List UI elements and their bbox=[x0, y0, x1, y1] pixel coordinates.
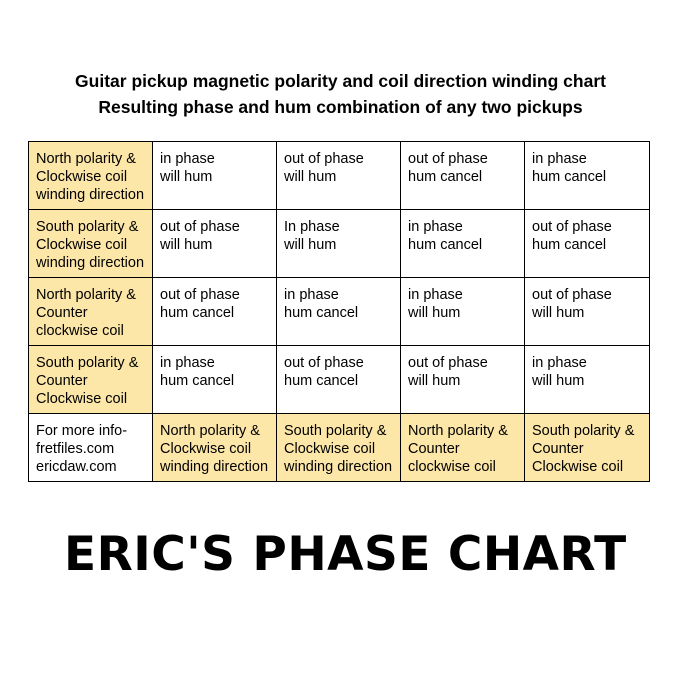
heading-line-2: Resulting phase and hum combination of any two pickups bbox=[98, 97, 583, 117]
cell-line: Clockwise coil bbox=[36, 237, 128, 253]
phase-text: in phase bbox=[408, 219, 463, 235]
cell-line: Counter bbox=[36, 305, 88, 321]
heading-line-1: Guitar pickup magnetic polarity and coil direction winding chart bbox=[75, 71, 606, 91]
phase-text: in phase bbox=[532, 151, 587, 167]
cell-line: winding direction bbox=[160, 459, 269, 475]
hum-text: will hum bbox=[284, 237, 337, 253]
cell-line: clockwise coil bbox=[408, 459, 496, 475]
cell-line: South polarity & bbox=[532, 423, 635, 439]
table-row bbox=[29, 278, 650, 346]
cell-line: South polarity & bbox=[284, 423, 387, 439]
table-row bbox=[29, 142, 650, 210]
big-title: ERIC'S PHASE CHART bbox=[64, 527, 627, 582]
hum-text: hum cancel bbox=[532, 169, 607, 185]
phase-text: in phase bbox=[408, 287, 463, 303]
cell-line: winding direction bbox=[36, 255, 145, 271]
hum-text: hum cancel bbox=[160, 305, 235, 321]
phase-text: in phase bbox=[160, 355, 215, 371]
row-header-south-clockwise bbox=[29, 210, 153, 278]
hum-text: hum cancel bbox=[532, 237, 607, 253]
cell-line: Counter bbox=[532, 441, 584, 457]
table-row bbox=[29, 346, 650, 414]
hum-text: hum cancel bbox=[160, 373, 235, 389]
row-header-north-clockwise bbox=[29, 142, 153, 210]
hum-text: hum cancel bbox=[408, 169, 483, 185]
result-cell bbox=[401, 142, 525, 210]
result-cell bbox=[277, 210, 401, 278]
result-cell bbox=[525, 210, 650, 278]
phase-chart-table bbox=[28, 141, 650, 482]
phase-text: in phase bbox=[532, 355, 587, 371]
cell-line: Clockwise coil bbox=[36, 169, 128, 185]
result-cell bbox=[153, 142, 277, 210]
column-header-south-counter-clockwise bbox=[525, 414, 650, 482]
hum-text: will hum bbox=[408, 373, 461, 389]
phase-text: out of phase bbox=[532, 219, 612, 235]
result-cell bbox=[525, 278, 650, 346]
phase-text: out of phase bbox=[160, 287, 240, 303]
cell-line: winding direction bbox=[36, 187, 145, 203]
column-header-north-clockwise bbox=[153, 414, 277, 482]
hum-text: will hum bbox=[532, 373, 585, 389]
cell-line: South polarity & bbox=[36, 355, 139, 371]
hum-text: hum cancel bbox=[284, 305, 359, 321]
cell-line: North polarity & bbox=[36, 151, 136, 167]
cell-line: Counter bbox=[36, 373, 88, 389]
cell-line: North polarity & bbox=[36, 287, 136, 303]
hum-text: will hum bbox=[160, 169, 213, 185]
hum-text: hum cancel bbox=[408, 237, 483, 253]
result-cell bbox=[401, 346, 525, 414]
cell-line: Clockwise coil bbox=[36, 391, 128, 407]
result-cell bbox=[401, 210, 525, 278]
column-header-north-counter-clockwise bbox=[401, 414, 525, 482]
phase-text: out of phase bbox=[408, 151, 488, 167]
result-cell bbox=[153, 210, 277, 278]
cell-line: Clockwise coil bbox=[284, 441, 376, 457]
footer-note-cell bbox=[29, 414, 153, 482]
result-cell bbox=[153, 346, 277, 414]
footer-note-line: For more info- bbox=[36, 423, 128, 439]
phase-text: in phase bbox=[160, 151, 215, 167]
hum-text: will hum bbox=[408, 305, 461, 321]
result-cell bbox=[277, 278, 401, 346]
cell-line: clockwise coil bbox=[36, 323, 124, 339]
hum-text: will hum bbox=[160, 237, 213, 253]
phase-text: out of phase bbox=[284, 355, 364, 371]
phase-text: in phase bbox=[284, 287, 339, 303]
cell-line: Clockwise coil bbox=[532, 459, 624, 475]
result-cell bbox=[401, 278, 525, 346]
result-cell bbox=[525, 346, 650, 414]
cell-line: South polarity & bbox=[36, 219, 139, 235]
result-cell bbox=[153, 278, 277, 346]
cell-line: winding direction bbox=[284, 459, 393, 475]
column-header-south-clockwise bbox=[277, 414, 401, 482]
phase-text: out of phase bbox=[408, 355, 488, 371]
result-cell bbox=[277, 142, 401, 210]
phase-text: In phase bbox=[284, 219, 340, 235]
row-header-south-counter-clockwise bbox=[29, 346, 153, 414]
hum-text: will hum bbox=[284, 169, 337, 185]
phase-text: out of phase bbox=[160, 219, 240, 235]
cell-line: Counter bbox=[408, 441, 460, 457]
hum-text: will hum bbox=[532, 305, 585, 321]
hum-text: hum cancel bbox=[284, 373, 359, 389]
result-cell bbox=[525, 142, 650, 210]
table-row bbox=[29, 210, 650, 278]
chart-heading bbox=[0, 68, 681, 120]
phase-text: out of phase bbox=[532, 287, 612, 303]
footer-note-line: fretfiles.com bbox=[36, 441, 115, 457]
footer-note-line: ericdaw.com bbox=[36, 459, 117, 475]
table-row bbox=[29, 414, 650, 482]
row-header-north-counter-clockwise bbox=[29, 278, 153, 346]
cell-line: North polarity & bbox=[408, 423, 508, 439]
cell-line: North polarity & bbox=[160, 423, 260, 439]
phase-text: out of phase bbox=[284, 151, 364, 167]
result-cell bbox=[277, 346, 401, 414]
cell-line: Clockwise coil bbox=[160, 441, 252, 457]
